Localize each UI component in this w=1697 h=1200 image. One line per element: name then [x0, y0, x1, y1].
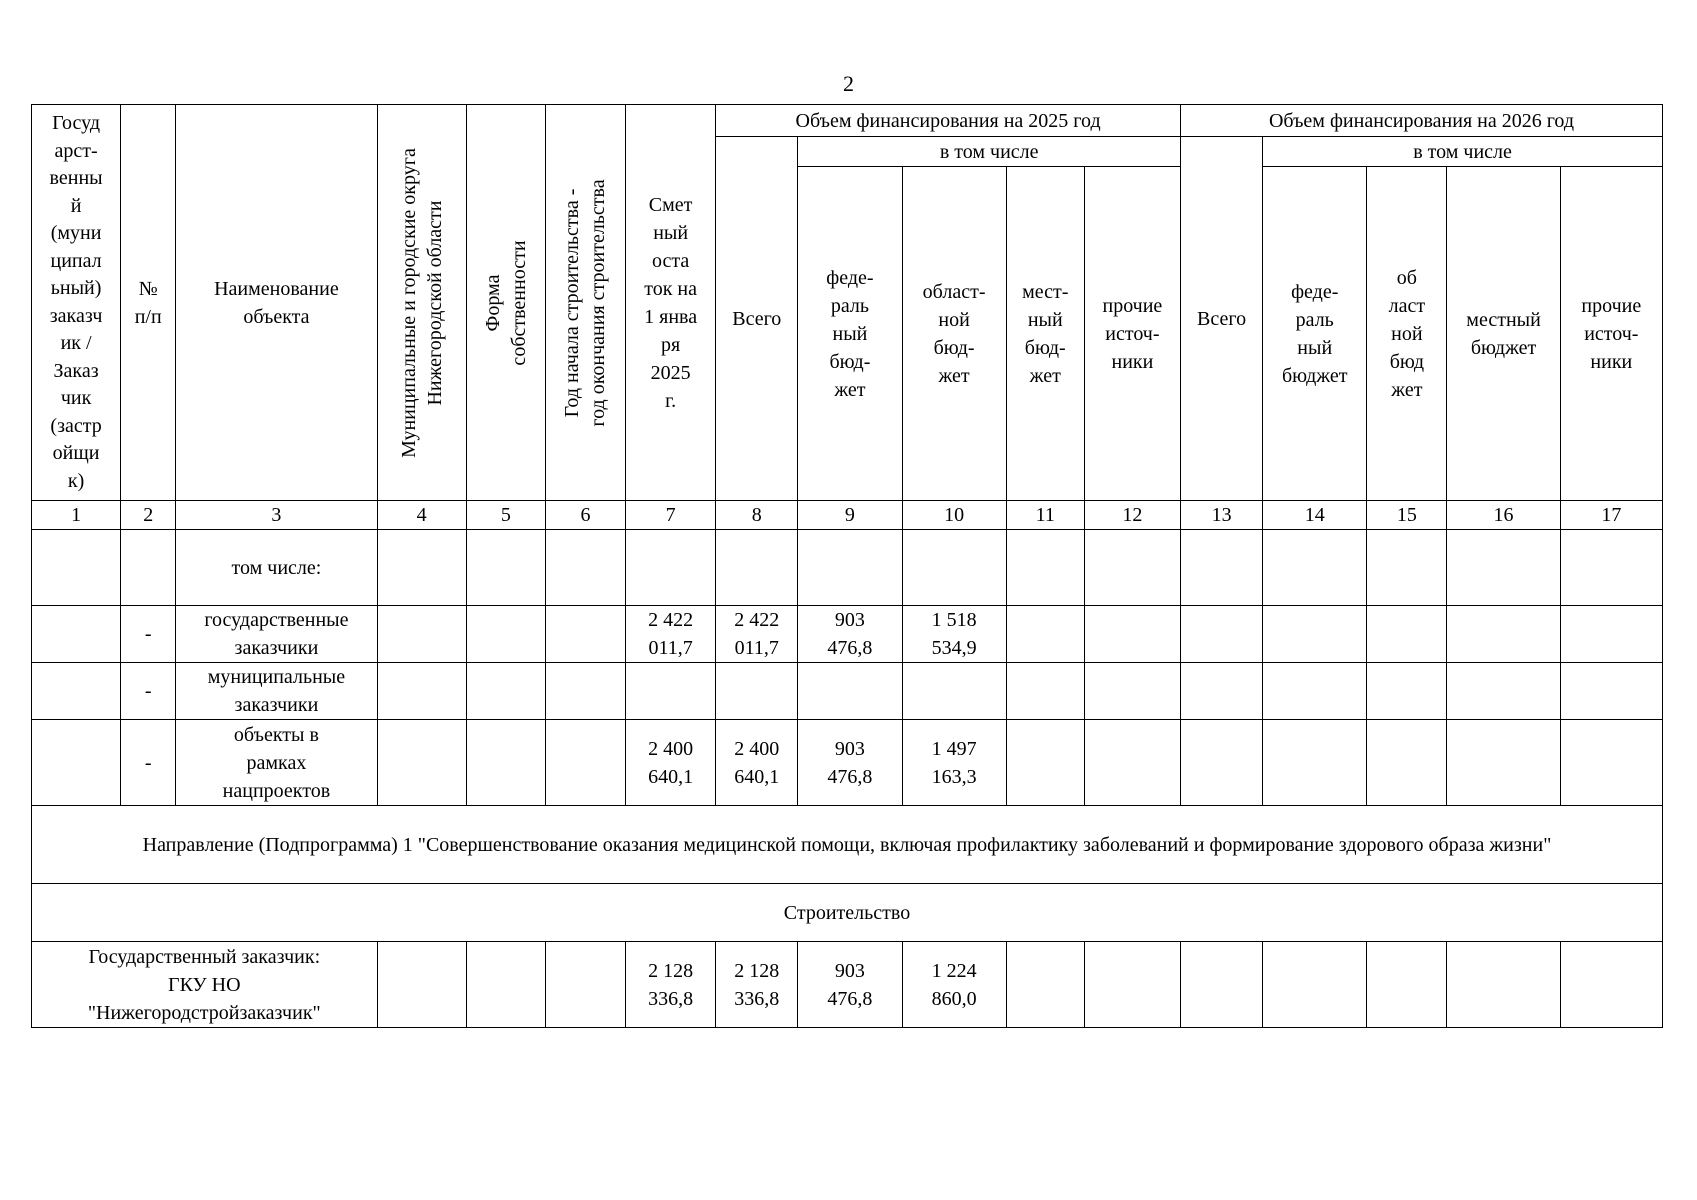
- header-including-2025: в том числе: [798, 137, 1181, 167]
- header-total-2026: Всего: [1181, 137, 1263, 501]
- row-estimate: [626, 663, 716, 720]
- customer-row: [32, 942, 1663, 1028]
- header-local-2025: мест- ный бюд- жет: [1006, 167, 1084, 501]
- column-number: 3: [176, 501, 377, 530]
- column-number: 15: [1367, 501, 1447, 530]
- column-number: 11: [1006, 501, 1084, 530]
- column-number: 7: [626, 501, 716, 530]
- row-regional-2025: [902, 530, 1006, 606]
- row-estimate: [626, 530, 716, 606]
- row-total-2025: 2 422 011,7: [716, 606, 798, 663]
- table-row: [32, 663, 1663, 720]
- column-number: 1: [32, 501, 121, 530]
- header-local-2026: местный бюджет: [1447, 167, 1560, 501]
- row-regional-2025: 1 518 534,9: [902, 606, 1006, 663]
- header-row-1: [32, 105, 1663, 137]
- row-total-2025: [716, 663, 798, 720]
- customer-total-2025: 2 128 336,8: [716, 942, 798, 1028]
- header-years-cell: [545, 105, 625, 501]
- customer-federal-2025: 903 476,8: [798, 942, 902, 1028]
- row-total-2025: 2 400 640,1: [716, 720, 798, 806]
- header-regional-2026: об ласт ной бюд жет: [1367, 167, 1447, 501]
- column-number: 16: [1447, 501, 1560, 530]
- table-row: [32, 530, 1663, 606]
- header-estimate-balance: Смет ный оста ток на 1 янва ря 2025 г.: [626, 105, 716, 501]
- row-regional-2025: [902, 663, 1006, 720]
- table-row: [32, 606, 1663, 663]
- row-number: [121, 530, 176, 606]
- header-ownership: Форма собственности: [481, 239, 530, 366]
- header-funding-2026: Объем финансирования на 2026 год: [1181, 105, 1663, 137]
- header-item-no: № п/п: [121, 105, 176, 501]
- header-districts-cell: [377, 105, 466, 501]
- header-regional-2025: област- ной бюд- жет: [902, 167, 1006, 501]
- row-name: муниципальные заказчики: [176, 663, 377, 720]
- row-federal-2025: [798, 663, 902, 720]
- column-number: 2: [121, 501, 176, 530]
- column-number: 14: [1263, 501, 1367, 530]
- financing-table: [31, 104, 1663, 1028]
- column-numbers-row: [32, 501, 1663, 530]
- section-title: Строительство: [32, 884, 1663, 942]
- row-federal-2025: 903 476,8: [798, 720, 902, 806]
- section-row: [32, 884, 1663, 942]
- column-number: 4: [377, 501, 466, 530]
- header-funding-2025: Объем финансирования на 2025 год: [716, 105, 1181, 137]
- header-other-2026: прочие источ- ники: [1560, 167, 1662, 501]
- header-federal-2025: феде- раль ный бюд- жет: [798, 167, 902, 501]
- direction-row: [32, 806, 1663, 884]
- header-districts: Муниципальные и городские округа Нижегородской области: [397, 147, 446, 458]
- row-estimate: 2 400 640,1: [626, 720, 716, 806]
- header-customer: Госуд арст- венны й (муни ципал ьный) заказч ик / Заказ чик (застр ойщи к): [32, 105, 121, 501]
- row-number: -: [121, 606, 176, 663]
- row-name: том числе:: [176, 530, 377, 606]
- customer-estimate: 2 128 336,8: [626, 942, 716, 1028]
- row-number: -: [121, 720, 176, 806]
- column-number: 8: [716, 501, 798, 530]
- row-name: государственные заказчики: [176, 606, 377, 663]
- row-federal-2025: [798, 530, 902, 606]
- header-total-2025: Всего: [716, 137, 798, 501]
- header-other-2025: прочие источ- ники: [1084, 167, 1180, 501]
- row-total-2025: [716, 530, 798, 606]
- header-including-2026: в том числе: [1263, 137, 1663, 167]
- row-name: объекты в рамках нацпроектов: [176, 720, 377, 806]
- header-years: Год начала строительства - год окончания строительства: [561, 178, 610, 427]
- row-estimate: 2 422 011,7: [626, 606, 716, 663]
- header-federal-2026: феде- раль ный бюджет: [1263, 167, 1367, 501]
- row-number: -: [121, 663, 176, 720]
- column-number: 13: [1181, 501, 1263, 530]
- column-number: 10: [902, 501, 1006, 530]
- column-number: 17: [1560, 501, 1662, 530]
- column-number: 6: [545, 501, 625, 530]
- direction-text: Направление (Подпрограмма) 1 "Совершенствование оказания медицинской помощи, включая профилактику заболеваний и формирование здорового образа жизни": [32, 806, 1663, 884]
- row-regional-2025: 1 497 163,3: [902, 720, 1006, 806]
- header-object-name: Наименование объекта: [176, 105, 377, 501]
- page-number: 2: [843, 71, 854, 96]
- customer-regional-2025: 1 224 860,0: [902, 942, 1006, 1028]
- customer-label: Государственный заказчик: ГКУ НО "Нижегородстройзаказчик": [32, 942, 378, 1028]
- header-ownership-cell: [466, 105, 545, 501]
- column-number: 12: [1084, 501, 1180, 530]
- table-row: [32, 720, 1663, 806]
- column-number: 5: [466, 501, 545, 530]
- row-federal-2025: 903 476,8: [798, 606, 902, 663]
- column-number: 9: [798, 501, 902, 530]
